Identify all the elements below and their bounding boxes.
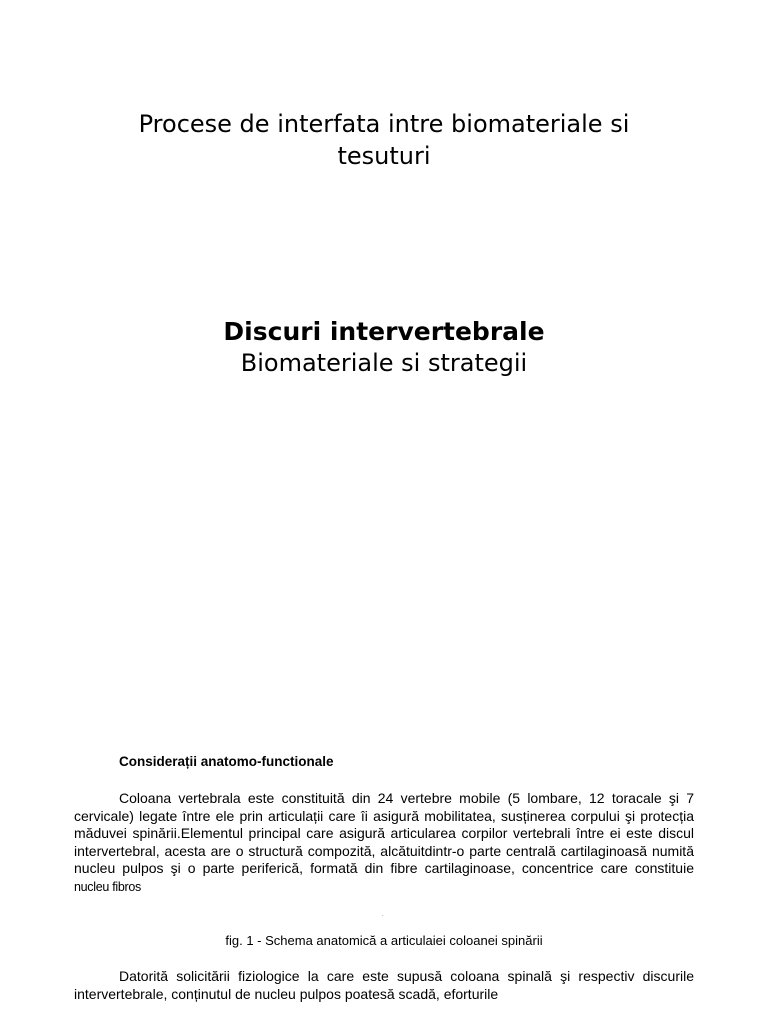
subtitle-bold: Discuri intervertebrale [223,317,545,346]
figure-caption: fig. 1 - Schema anatomică a articulaiei coloanei spinării [225,933,543,948]
document-title-line-2: tesuturi [337,142,431,170]
paragraph-1-tail: nucleu fibros [74,879,141,894]
paragraph-1-text: Coloana vertebrala este constituită din 24 vertebre mobile (5 lombare, 12 toracale şi 7 cervicale) legate între ele prin articulații care îi asigură mobilitatea, susținerea corpului şi protecția măduvei spinării.Elementul principal care asigură articularea corpilor vertebrali între ei este discul intervertebral, acesta are o structură compozită, alcătuitdintr-o parte centrală cartilaginoasă numită nucleu pulpos şi o parte periferică, formată din fibre cartilaginoase, concentrice care constituie [74,790,694,876]
paragraph-1 [74,790,694,896]
document-title-line-1: Procese de interfata intre biomateriale si [138,110,630,138]
figure-placeholder-dot: . [382,912,384,918]
document-title [0,108,768,172]
subtitle-block [0,316,768,378]
section-heading: Considerații anatomo-functionale [119,754,334,769]
paragraph-2: Datorită solicitării fiziologice la care este supusă coloana spinală şi respectiv discurile intervertebrale, conținutul de nucleu pulpos poatesă scadă, eforturile [74,968,694,1002]
subtitle: Biomateriale si strategii [240,349,528,377]
